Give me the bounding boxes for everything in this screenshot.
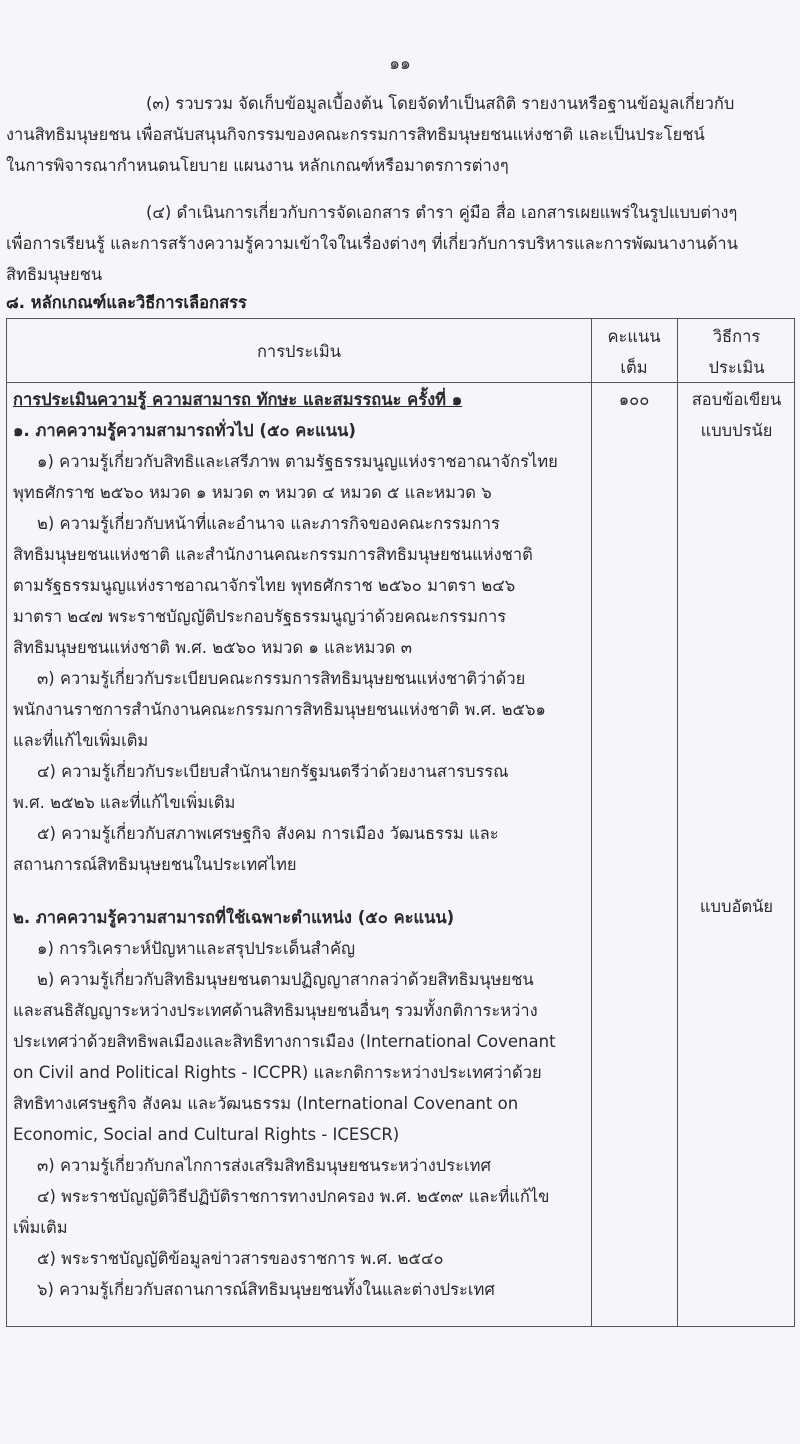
selection-criteria-table: [6, 318, 795, 1327]
list-item: Economic, Social and Cultural Rights - ICESCR): [13, 1125, 400, 1144]
list-item: ๖) ความรู้เกี่ยวกับสถานการณ์สิทธิมนุษยชนทั้งในและต่างประเทศ: [37, 1280, 495, 1299]
column-divider: [677, 319, 678, 1326]
list-item: พุทธศักราช ๒๕๖๐ หมวด ๑ หมวด ๓ หมวด ๔ หมวด ๕ และหมวด ๖: [13, 483, 492, 502]
assessment-title: การประเมินความรู้ ความสามารถ ทักษะ และสมรรถนะ ครั้งที่ ๑: [13, 390, 463, 409]
list-item: ๕) พระราชบัญญัติข้อมูลข่าวสารของราชการ พ.ศ. ๒๕๔๐: [37, 1249, 444, 1268]
header-method-line2: ประเมิน: [708, 358, 765, 377]
list-item: มาตรา ๒๔๗ พระราชบัญญัติประกอบรัฐธรรมนูญว่าด้วยคณะกรรมการ: [13, 607, 507, 626]
assessment-content: [13, 384, 587, 1305]
column-divider: [591, 319, 592, 1326]
method-part1-line2: แบบปรนัย: [700, 421, 773, 440]
text-line: งานสิทธิมนุษยชน เพื่อสนับสนุนกิจกรรมของคณะกรรมการสิทธิมนุษยชนแห่งชาติ และเป็นประโยชน์: [6, 125, 705, 144]
list-item: สิทธิทางเศรษฐกิจ สังคม และวัฒนธรรม (International Covenant on: [13, 1094, 519, 1113]
list-item: ๒) ความรู้เกี่ยวกับสิทธิมนุษยชนตามปฏิญญาสากลว่าด้วยสิทธิมนุษยชน: [37, 970, 534, 989]
intro-item-4: [6, 197, 796, 290]
list-item: ๑) การวิเคราะห์ปัญหาและสรุปประเด็นสำคัญ: [37, 939, 356, 958]
header-assessment: การประเมิน: [256, 342, 342, 361]
header-method-line1: วิธีการ: [712, 327, 761, 346]
list-item: ๕) ความรู้เกี่ยวกับสภาพเศรษฐกิจ สังคม การเมือง วัฒนธรรม และ: [37, 824, 499, 843]
list-item: สิทธิมนุษยชนแห่งชาติ และสำนักงานคณะกรรมการสิทธิมนุษยชนแห่งชาติ: [13, 545, 533, 564]
list-item: on Civil and Political Rights - ICCPR) และกติการะหว่างประเทศว่าด้วย: [13, 1063, 542, 1082]
list-item: ๒) ความรู้เกี่ยวกับหน้าที่และอำนาจ และภารกิจของคณะกรรมการ: [37, 514, 500, 533]
text-line: (๔) ดำเนินการเกี่ยวกับการจัดเอกสาร ตำรา คู่มือ สื่อ เอกสารเผยแพร่ในรูปแบบต่างๆ: [146, 203, 738, 222]
header-full-score-line2: เต็ม: [620, 358, 648, 377]
text-line: (๓) รวบรวม จัดเก็บข้อมูลเบื้องต้น โดยจัดทำเป็นสถิติ รายงานหรือฐานข้อมูลเกี่ยวกับ: [146, 94, 735, 113]
list-item: ตามรัฐธรรมนูญแห่งราชอาณาจักรไทย พุทธศักราช ๒๕๖๐ มาตรา ๒๔๖: [13, 576, 516, 595]
header-full-score: [591, 321, 677, 383]
list-item: ๑) ความรู้เกี่ยวกับสิทธิและเสรีภาพ ตามรัฐธรรมนูญแห่งราชอาณาจักรไทย: [37, 452, 558, 471]
list-item: ประเทศว่าด้วยสิทธิพลเมืองและสิทธิทางการเมือง (International Covenant: [13, 1032, 556, 1051]
method-part1-line1: สอบข้อเขียน: [691, 390, 782, 409]
text-line: สิทธิมนุษยชน: [6, 265, 103, 284]
header-full-score-line1: คะแนน: [607, 327, 661, 346]
list-item: ๔) พระราชบัญญัติวิธีปฏิบัติราชการทางปกครอง พ.ศ. ๒๕๓๙ และที่แก้ไข: [37, 1187, 550, 1206]
list-item: สิทธิมนุษยชนแห่งชาติ พ.ศ. ๒๕๖๐ หมวด ๑ และหมวด ๓: [13, 638, 412, 657]
method-part2: แบบอัตนัย: [699, 897, 774, 916]
part1-heading: ๑. ภาคความรู้ความสามารถทั่วไป (๕๐ คะแนน): [13, 421, 356, 440]
list-item: เพิ่มเติม: [13, 1218, 68, 1237]
header-method: [677, 321, 796, 383]
list-item: พนักงานราชการสำนักงานคณะกรรมการสิทธิมนุษยชนแห่งชาติ พ.ศ. ๒๕๖๑: [13, 700, 546, 719]
part2-heading: ๒. ภาคความรู้ความสามารถที่ใช้เฉพาะตำแหน่ง (๕๐ คะแนน): [13, 908, 455, 927]
full-score-value: ๑๐๐: [618, 390, 650, 409]
page-number: ๑๑: [389, 54, 411, 74]
list-item: สถานการณ์สิทธิมนุษยชนในประเทศไทย: [13, 855, 297, 874]
list-item: และที่แก้ไขเพิ่มเติม: [13, 731, 149, 750]
list-item: พ.ศ. ๒๕๒๖ และที่แก้ไขเพิ่มเติม: [13, 793, 236, 812]
list-item: และสนธิสัญญาระหว่างประเทศด้านสิทธิมนุษยชนอื่นๆ รวมทั้งกติการะหว่าง: [13, 1001, 538, 1020]
list-item: ๔) ความรู้เกี่ยวกับระเบียบสำนักนายกรัฐมนตรีว่าด้วยงานสารบรรณ: [37, 762, 509, 781]
method-part1: [677, 384, 796, 446]
list-item: ๓) ความรู้เกี่ยวกับกลไกการส่งเสริมสิทธิมนุษยชนระหว่างประเทศ: [37, 1156, 491, 1175]
intro-item-3: [6, 88, 796, 181]
list-item: ๓) ความรู้เกี่ยวกับระเบียบคณะกรรมการสิทธิมนุษยชนแห่งชาติว่าด้วย: [37, 669, 526, 688]
text-line: ในการพิจารณากำหนดนโยบาย แผนงาน หลักเกณฑ์หรือมาตรการต่างๆ: [6, 156, 509, 175]
text-line: เพื่อการเรียนรู้ และการสร้างความรู้ความเข้าใจในเรื่องต่างๆ ที่เกี่ยวกับการบริหารและการพัฒนางานด้าน: [6, 234, 738, 253]
section-heading: ๘. หลักเกณฑ์และวิธีการเลือกสรร: [6, 293, 247, 312]
